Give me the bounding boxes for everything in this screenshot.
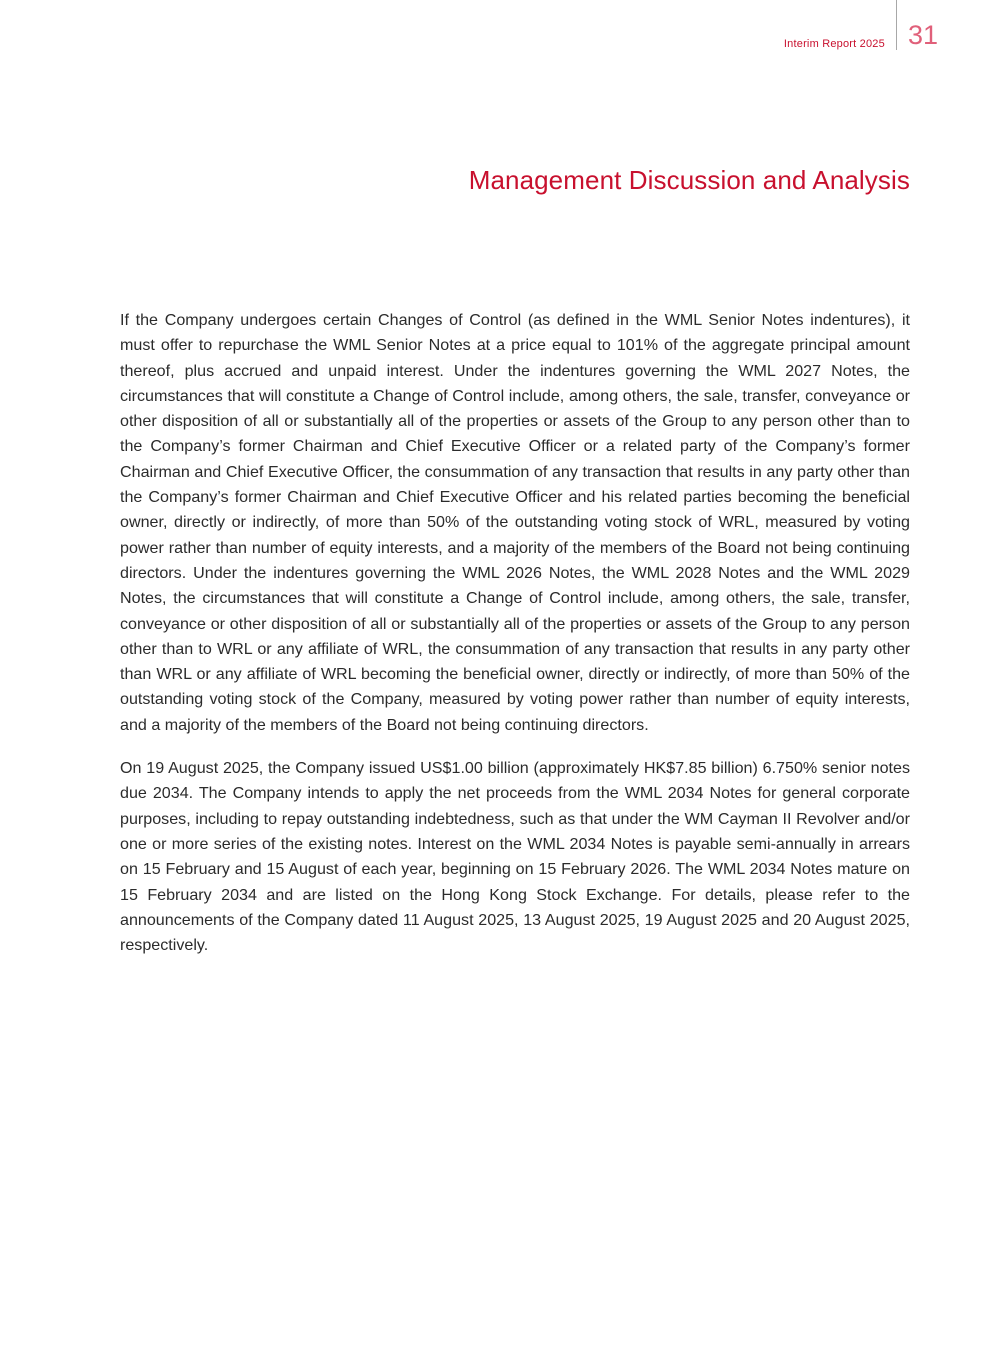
header-divider [896,0,897,50]
section-title: Management Discussion and Analysis [468,165,910,195]
page-number: 31 [907,20,938,50]
running-header [784,0,938,56]
report-label: Interim Report 2025 [783,38,885,50]
paragraph-2034-notes: On 19 August 2025, the Company issued US$1.00 billion (approximately HK$7.85 billion) 6.750% senior notes due 2034. The Company intends to apply the net proceeds from the WML 2034 Notes for general corporate purposes, including to repay outstanding indebtedness, such as that under the WM Cayman II Revolver and/or one or more series of the existing notes. Interest on the WML 2034 Notes is payable semi-annually in arrears on 15 February and 15 August of each year, beginning on 15 February 2026. The WML 2034 Notes mature on 15 February 2034 and are listed on the Hong Kong Stock Exchange. For details, please refer to the announcements of the Company dated 11 August 2025, 13 August 2025, 19 August 2025 and 20 August 2025, respectively. [120,759,910,955]
paragraph-change-of-control: If the Company undergoes certain Changes of Control (as defined in the WML Senior Notes indentures), it must offer to repurchase the WML Senior Notes at a price equal to 101% of the aggregate principal amount thereof, plus accrued and unpaid interest. Under the indentures governing the WML 2027 Notes, the circumstances that will constitute a Change of Control include, among others, the sale, transfer, conveyance or other disposition of all or substantially all of the properties or assets of the Group to any person other than to the Company’s former Chairman and Chief Executive Officer or a related party of the Company’s former Chairman and Chief Executive Officer, the consummation of any transaction that results in any party other than the Company’s former Chairman and Chief Executive Officer and his related parties becoming the beneficial owner, directly or indirectly, of more than 50% of the outstanding voting stock of WRL, measured by voting power rather than number of equity interests, and a majority of the members of the Board not being continuing directors. Under the indentures governing the WML 2026 Notes, the WML 2028 Notes and the WML 2029 Notes, the circumstances that will constitute a Change of Control include, among others, the sale, transfer, conveyance or other disposition of all or substantially all of the properties or assets of the Group to any person other than to WRL or any affiliate of WRL, the consummation of any transaction that results in any party other than WRL or any affiliate of WRL becoming the beneficial owner, directly or indirectly, of more than 50% of the outstanding voting stock of the Company, measured by voting power rather than number of equity interests, and a majority of the members of the Board not being continuing directors. [120,311,910,734]
body-text [120,308,910,976]
